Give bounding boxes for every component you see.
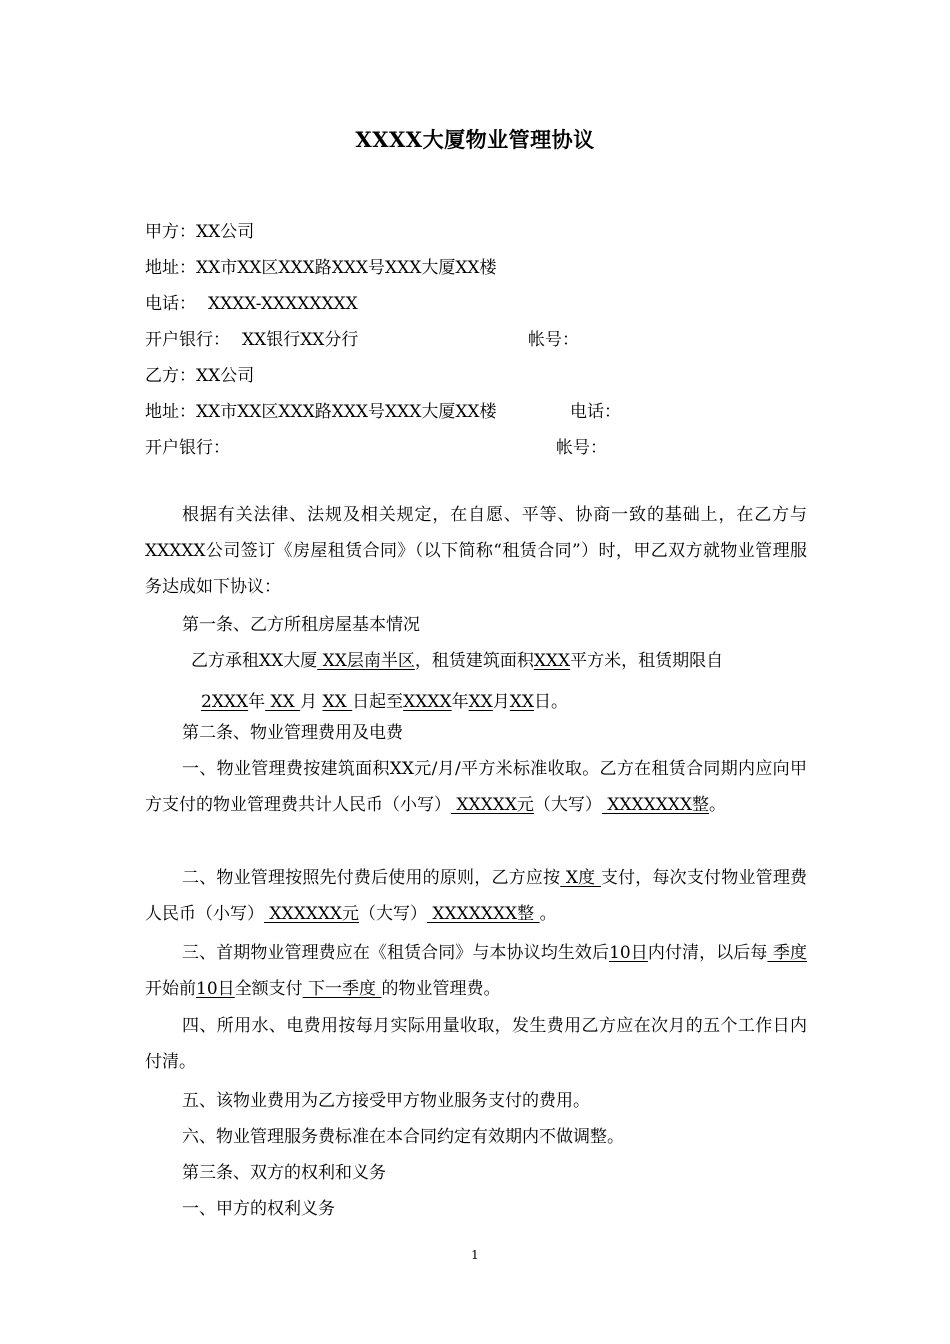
- party-b-phone-label: 电话：: [570, 402, 621, 422]
- start-day-field: XX: [322, 692, 353, 712]
- article-2-clause-5: 五、该物业费用为乙方接受甲方物业服务支付的费用。: [182, 1091, 590, 1111]
- party-a-account-label: 帐号：: [528, 330, 579, 350]
- start-year-field: 2XXX: [201, 692, 249, 712]
- first-payment-days-field: 10日: [609, 943, 648, 963]
- article-2-clause-4: 四、所用水、电费用按每月实际用量收取，发生费用乙方应在次月的五个工作日内付清。: [145, 1016, 807, 1072]
- party-b-name: 乙方：XX公司: [145, 366, 255, 386]
- end-month-field: XX: [468, 692, 493, 712]
- party-a-address: 地址：XX市XX区XXX路XXX号XXX大厦XX楼: [145, 258, 497, 278]
- article-3-heading: 第三条、双方的权利和义务: [182, 1163, 386, 1183]
- area-field: XXX: [533, 651, 571, 671]
- article-1-heading: 第一条、乙方所租房屋基本情况: [182, 615, 420, 635]
- party-a-bank: [145, 325, 358, 350]
- article-1-term: 2XXX年 XX 月 XX 日起至XXXX年XX月XX日。: [201, 692, 569, 712]
- party-a-bank-value: XX银行XX分行: [242, 330, 359, 350]
- period-fee-lower-field: XXXXXX元: [264, 904, 360, 924]
- total-fee-lower-field: XXXXX元: [451, 795, 534, 815]
- party-a-phone-label: 电话：: [145, 294, 196, 314]
- end-year-field: XXXX: [403, 692, 452, 712]
- party-a-phone-value: XXXX-XXXXXXXX: [208, 294, 358, 314]
- article-3-subheading-1: 一、甲方的权利义务: [182, 1199, 335, 1219]
- floor-field: XX层南半区: [317, 651, 415, 671]
- total-fee-upper-field: XXXXXXX整: [601, 795, 710, 815]
- party-a-bank-label: 开户银行：: [145, 330, 230, 350]
- start-month-field: XX: [265, 692, 301, 712]
- article-2-heading: 第二条、物业管理费用及电费: [182, 723, 403, 743]
- party-b-address: 地址：XX市XX区XXX路XXX号XXX大厦XX楼: [145, 402, 497, 422]
- next-period-field: 下一季度: [302, 979, 382, 999]
- page-number: 1: [471, 1248, 479, 1262]
- article-2-clause-1: 一、物业管理费按建筑面积XX元/月/平方米标准收取。乙方在租赁合同期内应向甲方支付的物业管理费共计人民币（小写） XXXXX元（大写） XXXXXXX整。: [145, 759, 807, 815]
- recurring-period-field: 季度: [767, 943, 808, 963]
- end-day-field: XX: [509, 692, 535, 712]
- document-title: XXXX大厦物业管理协议: [355, 127, 595, 152]
- period-fee-upper-field: XXXXXXX整: [427, 904, 540, 924]
- party-b-account-label: 帐号：: [556, 438, 607, 458]
- preamble-paragraph: 根据有关法律、法规及相关规定，在自愿、平等、协商一致的基础上，在乙方与XXXXX公司签订《房屋租赁合同》（以下简称“租赁合同”）时，甲乙双方就物业管理服务达成如下协议：: [145, 505, 807, 597]
- article-2-clause-6: 六、物业管理服务费标准在本合同约定有效期内不做调整。: [182, 1127, 624, 1147]
- advance-days-field: 10日: [196, 979, 235, 999]
- article-1-body: 乙方承租XX大厦 XX层南半区，租赁建筑面积XXX平方米，租赁期限自: [191, 651, 724, 671]
- payment-period-field: X度: [560, 868, 601, 888]
- party-a-phone: [145, 289, 358, 314]
- article-2-clause-2: 二、物业管理按照先付费后使用的原则，乙方应按 X度 支付，每次支付物业管理费人民币（小写） XXXXXX元（大写） XXXXXXX整 。: [145, 868, 808, 924]
- party-a-name: 甲方：XX公司: [145, 222, 255, 242]
- party-b-bank-label: 开户银行：: [145, 438, 230, 458]
- article-2-clause-3: 三、首期物业管理费应在《租赁合同》与本协议均生效后10日内付清，以后每 季度 开始前10日全额支付 下一季度 的物业管理费。: [145, 943, 808, 999]
